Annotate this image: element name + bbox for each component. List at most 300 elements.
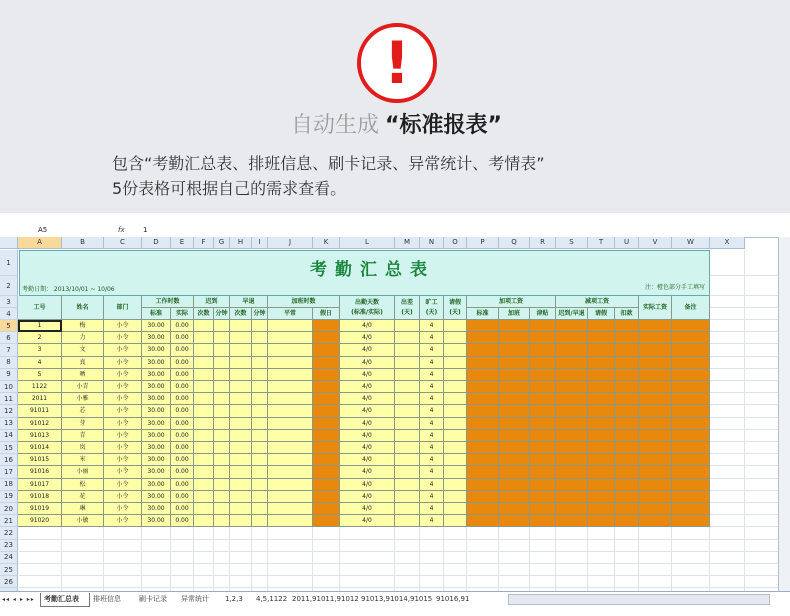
table-cell[interactable]: 岚 (62, 442, 104, 454)
row-header-24[interactable]: 24 (0, 552, 18, 564)
table-cell[interactable]: 0.00 (171, 405, 194, 417)
table-cell[interactable] (214, 357, 230, 369)
table-cell[interactable] (556, 454, 588, 466)
table-cell[interactable] (268, 418, 313, 430)
table-cell[interactable] (615, 442, 639, 454)
column-header-L[interactable]: L (340, 237, 395, 249)
table-cell[interactable] (556, 418, 588, 430)
table-cell[interactable] (395, 491, 420, 503)
table-cell[interactable] (556, 332, 588, 344)
table-cell[interactable]: 小丽 (62, 466, 104, 478)
table-cell[interactable] (444, 503, 467, 515)
table-cell[interactable] (252, 320, 268, 332)
table-cell[interactable] (214, 515, 230, 527)
table-cell[interactable] (268, 454, 313, 466)
table-cell[interactable] (268, 369, 313, 381)
table-cell[interactable] (467, 369, 499, 381)
table-cell[interactable] (444, 454, 467, 466)
row-header-5[interactable]: 5 (0, 320, 18, 332)
table-cell[interactable]: 0.00 (171, 357, 194, 369)
table-cell[interactable] (313, 332, 340, 344)
table-cell[interactable] (194, 515, 214, 527)
table-cell[interactable]: 4/0 (340, 491, 395, 503)
sheet-tab[interactable]: 91013,91014,91015 (361, 595, 433, 603)
table-cell[interactable] (252, 466, 268, 478)
active-cell[interactable]: 1 (18, 320, 62, 332)
table-cell[interactable] (672, 479, 710, 491)
table-cell[interactable] (230, 344, 252, 356)
header-cell[interactable]: 标准 (467, 308, 499, 320)
table-cell[interactable] (556, 344, 588, 356)
column-header-F[interactable]: F (194, 237, 214, 249)
table-cell[interactable] (268, 442, 313, 454)
table-cell[interactable] (395, 369, 420, 381)
column-header-A[interactable]: A (18, 237, 62, 249)
table-cell[interactable]: 30.00 (142, 503, 171, 515)
table-cell[interactable] (313, 442, 340, 454)
table-cell[interactable] (615, 405, 639, 417)
table-cell[interactable] (395, 442, 420, 454)
table-cell[interactable] (530, 442, 556, 454)
column-header-V[interactable]: V (639, 237, 672, 249)
table-cell[interactable] (499, 332, 530, 344)
table-cell[interactable] (530, 357, 556, 369)
table-cell[interactable]: 91015 (18, 454, 62, 466)
table-cell[interactable] (530, 369, 556, 381)
table-cell[interactable] (444, 491, 467, 503)
table-cell[interactable] (444, 344, 467, 356)
table-cell[interactable] (530, 503, 556, 515)
column-header-X[interactable]: X (710, 237, 745, 249)
table-cell[interactable]: 4 (18, 357, 62, 369)
table-cell[interactable] (395, 344, 420, 356)
table-cell[interactable] (467, 405, 499, 417)
table-cell[interactable] (639, 344, 672, 356)
table-cell[interactable] (556, 503, 588, 515)
table-cell[interactable]: 30.00 (142, 454, 171, 466)
table-cell[interactable]: 30.00 (142, 393, 171, 405)
table-cell[interactable] (499, 515, 530, 527)
table-cell[interactable]: 30.00 (142, 442, 171, 454)
header-cell[interactable]: 标准 (142, 308, 171, 320)
table-cell[interactable] (214, 381, 230, 393)
header-cell[interactable]: 出勤天数 (标准/实际) (340, 296, 395, 320)
table-cell[interactable] (467, 381, 499, 393)
table-cell[interactable] (467, 442, 499, 454)
row-header-15[interactable]: 15 (0, 442, 18, 454)
formula-input[interactable]: 1 (143, 226, 148, 234)
table-cell[interactable]: 4 (420, 393, 444, 405)
table-cell[interactable] (639, 393, 672, 405)
table-cell[interactable] (615, 344, 639, 356)
table-cell[interactable]: 小令 (104, 454, 142, 466)
table-cell[interactable] (444, 430, 467, 442)
table-cell[interactable]: 91014 (18, 442, 62, 454)
table-cell[interactable]: 91018 (18, 491, 62, 503)
table-cell[interactable] (395, 430, 420, 442)
table-cell[interactable]: 4/0 (340, 479, 395, 491)
table-cell[interactable] (194, 393, 214, 405)
table-cell[interactable] (194, 442, 214, 454)
table-cell[interactable] (467, 503, 499, 515)
table-cell[interactable] (194, 491, 214, 503)
table-cell[interactable] (194, 369, 214, 381)
table-cell[interactable]: 芽 (62, 418, 104, 430)
table-cell[interactable] (214, 320, 230, 332)
table-cell[interactable] (214, 466, 230, 478)
table-cell[interactable] (230, 479, 252, 491)
table-cell[interactable]: 4 (420, 332, 444, 344)
table-cell[interactable] (672, 344, 710, 356)
table-cell[interactable] (467, 393, 499, 405)
table-cell[interactable]: 0.00 (171, 393, 194, 405)
table-cell[interactable]: 小令 (104, 405, 142, 417)
table-cell[interactable] (230, 418, 252, 430)
header-cell[interactable]: 分钟 (252, 308, 268, 320)
horizontal-scrollbar[interactable] (508, 594, 770, 605)
table-cell[interactable] (214, 418, 230, 430)
table-cell[interactable] (499, 503, 530, 515)
table-cell[interactable]: 松 (62, 479, 104, 491)
header-cell[interactable]: 加项工资 (467, 296, 556, 308)
table-cell[interactable] (672, 430, 710, 442)
table-cell[interactable] (252, 515, 268, 527)
column-header-M[interactable]: M (395, 237, 420, 249)
table-cell[interactable] (444, 466, 467, 478)
table-cell[interactable] (214, 332, 230, 344)
table-cell[interactable] (214, 430, 230, 442)
table-cell[interactable]: 0.00 (171, 503, 194, 515)
table-cell[interactable] (530, 344, 556, 356)
table-cell[interactable] (672, 491, 710, 503)
table-cell[interactable] (588, 442, 615, 454)
table-cell[interactable] (639, 491, 672, 503)
table-cell[interactable] (556, 479, 588, 491)
table-cell[interactable] (588, 369, 615, 381)
table-cell[interactable] (499, 369, 530, 381)
header-cell[interactable]: 备注 (672, 296, 710, 320)
table-cell[interactable]: 小令 (104, 466, 142, 478)
column-header-G[interactable]: G (214, 237, 230, 249)
row-header-22[interactable]: 22 (0, 527, 18, 539)
table-cell[interactable]: 0.00 (171, 430, 194, 442)
table-cell[interactable] (499, 418, 530, 430)
table-cell[interactable]: 91020 (18, 515, 62, 527)
table-cell[interactable] (588, 515, 615, 527)
table-cell[interactable] (672, 405, 710, 417)
table-cell[interactable] (230, 320, 252, 332)
table-cell[interactable] (467, 479, 499, 491)
table-cell[interactable] (467, 491, 499, 503)
table-cell[interactable] (467, 332, 499, 344)
table-cell[interactable] (499, 344, 530, 356)
table-cell[interactable]: 91019 (18, 503, 62, 515)
table-cell[interactable]: 30.00 (142, 466, 171, 478)
table-cell[interactable]: 小令 (104, 442, 142, 454)
table-cell[interactable]: 4/0 (340, 393, 395, 405)
header-cell[interactable]: 平常 (268, 308, 313, 320)
table-cell[interactable] (444, 418, 467, 430)
table-cell[interactable]: 小令 (104, 393, 142, 405)
table-cell[interactable] (230, 405, 252, 417)
row-header-13[interactable]: 13 (0, 418, 18, 430)
table-cell[interactable] (556, 381, 588, 393)
table-cell[interactable] (252, 418, 268, 430)
table-cell[interactable] (313, 357, 340, 369)
table-cell[interactable] (214, 503, 230, 515)
table-cell[interactable] (615, 369, 639, 381)
table-cell[interactable] (313, 515, 340, 527)
table-cell[interactable] (530, 430, 556, 442)
table-cell[interactable] (639, 320, 672, 332)
table-cell[interactable] (252, 393, 268, 405)
table-cell[interactable] (588, 393, 615, 405)
table-cell[interactable]: 花 (62, 491, 104, 503)
sheet-tab[interactable]: 2011,91011,91012 (292, 595, 359, 603)
table-cell[interactable] (615, 418, 639, 430)
table-cell[interactable] (467, 515, 499, 527)
table-cell[interactable]: 4/0 (340, 405, 395, 417)
table-cell[interactable]: 晒 (62, 369, 104, 381)
table-cell[interactable] (444, 393, 467, 405)
row-header-23[interactable]: 23 (0, 540, 18, 552)
table-cell[interactable]: 30.00 (142, 369, 171, 381)
table-cell[interactable] (499, 320, 530, 332)
table-cell[interactable] (230, 515, 252, 527)
table-cell[interactable] (268, 344, 313, 356)
table-cell[interactable]: 4 (420, 479, 444, 491)
table-cell[interactable] (230, 381, 252, 393)
table-cell[interactable]: 30.00 (142, 357, 171, 369)
select-all-corner[interactable] (0, 237, 18, 249)
table-cell[interactable] (252, 405, 268, 417)
table-cell[interactable]: 4 (420, 466, 444, 478)
table-cell[interactable] (467, 320, 499, 332)
table-cell[interactable] (588, 357, 615, 369)
column-header-K[interactable]: K (313, 237, 340, 249)
table-cell[interactable] (194, 344, 214, 356)
table-cell[interactable]: 0.00 (171, 479, 194, 491)
table-cell[interactable]: 真 (62, 357, 104, 369)
table-cell[interactable]: 小令 (104, 515, 142, 527)
table-cell[interactable]: 1122 (18, 381, 62, 393)
column-header-J[interactable]: J (268, 237, 313, 249)
column-header-Q[interactable]: Q (499, 237, 530, 249)
tab-navigation-arrows-icon[interactable]: ◂◂ ◂ ▸ ▸▸ (2, 596, 35, 603)
table-cell[interactable] (214, 442, 230, 454)
column-header-U[interactable]: U (615, 237, 639, 249)
table-cell[interactable]: 0.00 (171, 381, 194, 393)
row-header-17[interactable]: 17 (0, 466, 18, 478)
row-header-10[interactable]: 10 (0, 381, 18, 393)
table-cell[interactable]: 30.00 (142, 515, 171, 527)
sheet-tab[interactable]: 考勤汇总表 (40, 593, 90, 607)
table-cell[interactable]: 30.00 (142, 381, 171, 393)
table-cell[interactable] (672, 454, 710, 466)
table-cell[interactable]: 4/0 (340, 369, 395, 381)
table-cell[interactable] (499, 442, 530, 454)
table-cell[interactable] (252, 491, 268, 503)
table-cell[interactable]: 小令 (104, 344, 142, 356)
table-cell[interactable] (230, 466, 252, 478)
header-cell[interactable]: 加班时数 (268, 296, 340, 308)
table-cell[interactable] (268, 381, 313, 393)
table-cell[interactable] (530, 479, 556, 491)
table-cell[interactable]: 4 (420, 491, 444, 503)
table-cell[interactable] (556, 405, 588, 417)
table-cell[interactable]: 4/0 (340, 515, 395, 527)
table-cell[interactable] (530, 491, 556, 503)
table-cell[interactable] (230, 430, 252, 442)
table-cell[interactable] (395, 320, 420, 332)
table-cell[interactable]: 30.00 (142, 344, 171, 356)
table-cell[interactable] (268, 320, 313, 332)
table-cell[interactable] (268, 515, 313, 527)
header-cell[interactable]: 次数 (230, 308, 252, 320)
table-cell[interactable] (672, 466, 710, 478)
table-cell[interactable] (499, 466, 530, 478)
table-cell[interactable]: 小令 (104, 503, 142, 515)
table-cell[interactable] (313, 405, 340, 417)
table-cell[interactable] (530, 405, 556, 417)
table-cell[interactable] (252, 332, 268, 344)
table-cell[interactable] (252, 381, 268, 393)
table-cell[interactable]: 米 (62, 454, 104, 466)
header-cell[interactable]: 减项工资 (556, 296, 639, 308)
table-cell[interactable] (230, 442, 252, 454)
table-cell[interactable] (499, 430, 530, 442)
table-cell[interactable]: 2011 (18, 393, 62, 405)
row-header-26[interactable]: 26 (0, 576, 18, 588)
table-cell[interactable]: 4/0 (340, 344, 395, 356)
table-cell[interactable] (313, 466, 340, 478)
table-cell[interactable] (672, 320, 710, 332)
table-cell[interactable] (672, 369, 710, 381)
row-header-8[interactable]: 8 (0, 357, 18, 369)
row-header-7[interactable]: 7 (0, 344, 18, 356)
table-cell[interactable]: 91017 (18, 479, 62, 491)
row-header-20[interactable]: 20 (0, 503, 18, 515)
table-cell[interactable] (530, 515, 556, 527)
sheet-tab[interactable]: 异常统计 (181, 595, 209, 603)
row-header-9[interactable]: 9 (0, 369, 18, 381)
column-header-D[interactable]: D (142, 237, 171, 249)
table-cell[interactable] (556, 466, 588, 478)
table-cell[interactable] (395, 479, 420, 491)
table-cell[interactable] (615, 479, 639, 491)
table-cell[interactable]: 力 (62, 332, 104, 344)
table-cell[interactable] (395, 405, 420, 417)
table-cell[interactable] (230, 454, 252, 466)
table-cell[interactable] (672, 393, 710, 405)
table-cell[interactable] (194, 418, 214, 430)
table-cell[interactable] (530, 466, 556, 478)
sheet-tab[interactable]: 刷卡记录 (139, 595, 167, 603)
table-cell[interactable] (252, 430, 268, 442)
table-cell[interactable] (252, 357, 268, 369)
table-cell[interactable] (588, 466, 615, 478)
table-cell[interactable] (672, 381, 710, 393)
table-cell[interactable] (588, 405, 615, 417)
table-cell[interactable] (556, 320, 588, 332)
table-cell[interactable] (530, 320, 556, 332)
table-cell[interactable] (588, 479, 615, 491)
table-cell[interactable] (230, 357, 252, 369)
table-cell[interactable]: 91011 (18, 405, 62, 417)
table-cell[interactable] (639, 515, 672, 527)
table-cell[interactable] (194, 405, 214, 417)
table-cell[interactable]: 小令 (104, 491, 142, 503)
table-cell[interactable] (268, 393, 313, 405)
table-cell[interactable] (556, 369, 588, 381)
table-cell[interactable] (444, 357, 467, 369)
table-cell[interactable] (444, 320, 467, 332)
table-cell[interactable] (313, 344, 340, 356)
table-cell[interactable] (530, 454, 556, 466)
table-cell[interactable] (313, 369, 340, 381)
table-cell[interactable]: 4 (420, 357, 444, 369)
row-header-6[interactable]: 6 (0, 332, 18, 344)
header-cell[interactable]: 实际 (171, 308, 194, 320)
table-cell[interactable] (395, 393, 420, 405)
header-cell[interactable]: 早退 (230, 296, 268, 308)
column-header-E[interactable]: E (171, 237, 194, 249)
table-cell[interactable] (194, 332, 214, 344)
table-cell[interactable] (194, 466, 214, 478)
table-cell[interactable] (444, 515, 467, 527)
table-cell[interactable]: 2 (18, 332, 62, 344)
table-cell[interactable]: 4 (420, 381, 444, 393)
table-cell[interactable]: 小雅 (62, 393, 104, 405)
table-cell[interactable]: 4 (420, 430, 444, 442)
table-cell[interactable] (444, 405, 467, 417)
table-cell[interactable] (639, 369, 672, 381)
table-cell[interactable] (214, 405, 230, 417)
table-cell[interactable] (499, 454, 530, 466)
table-cell[interactable]: 30.00 (142, 405, 171, 417)
table-cell[interactable] (615, 332, 639, 344)
table-cell[interactable]: 30.00 (142, 479, 171, 491)
table-cell[interactable]: 0.00 (171, 454, 194, 466)
table-cell[interactable] (194, 430, 214, 442)
table-cell[interactable] (530, 393, 556, 405)
row-header-21[interactable]: 21 (0, 515, 18, 527)
header-cell[interactable]: 实际工资 (639, 296, 672, 320)
row-header-2[interactable]: 2 (0, 276, 18, 296)
table-cell[interactable] (252, 454, 268, 466)
row-header-3[interactable]: 3 (0, 296, 18, 308)
table-cell[interactable] (395, 418, 420, 430)
row-header-14[interactable]: 14 (0, 430, 18, 442)
table-cell[interactable] (588, 332, 615, 344)
table-cell[interactable]: 4 (420, 344, 444, 356)
table-cell[interactable] (395, 357, 420, 369)
table-cell[interactable] (672, 442, 710, 454)
table-cell[interactable]: 3 (18, 344, 62, 356)
table-cell[interactable] (672, 418, 710, 430)
table-cell[interactable] (395, 503, 420, 515)
table-cell[interactable]: 0.00 (171, 515, 194, 527)
table-cell[interactable]: 91013 (18, 430, 62, 442)
table-cell[interactable]: 4/0 (340, 357, 395, 369)
table-cell[interactable] (313, 479, 340, 491)
table-cell[interactable]: 4 (420, 515, 444, 527)
row-header-25[interactable]: 25 (0, 564, 18, 576)
header-cell[interactable]: 部门 (104, 296, 142, 320)
table-cell[interactable] (194, 454, 214, 466)
table-cell[interactable] (615, 393, 639, 405)
table-cell[interactable] (615, 381, 639, 393)
